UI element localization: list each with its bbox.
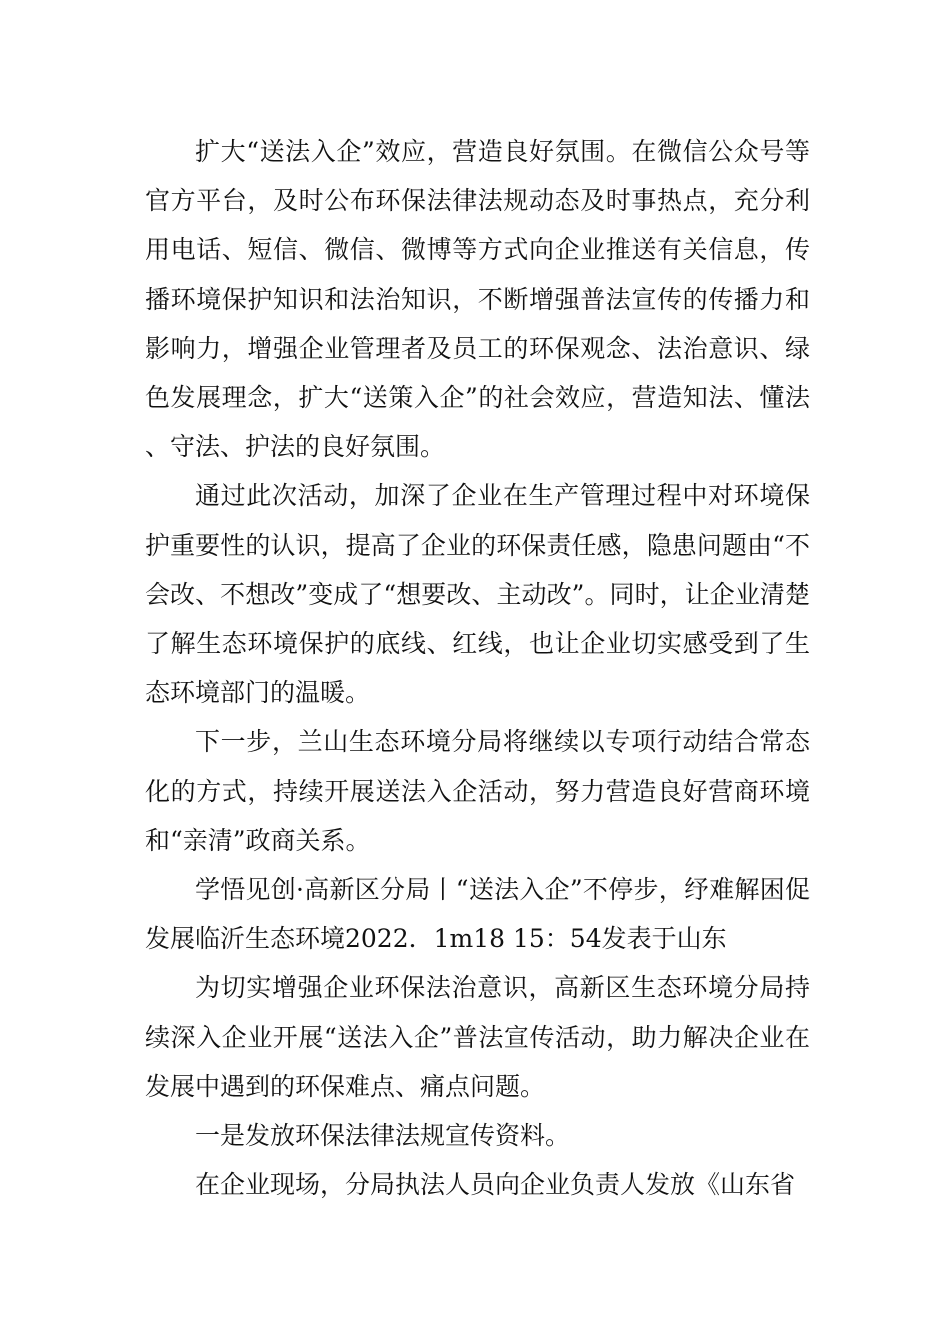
paragraph-next-step: 下一步，兰山生态环境分局将继续以专项行动结合常态化的方式，持续开展送法入企活动，努力营造良好营商环境和“亲清”政商关系。 [145, 727, 810, 855]
paragraph-promotion: 扩大“送法入企”效应，营造良好氛围。在微信公众号等官方平台，及时公布环保法律法规动态及时事热点，充分利用电话、短信、微信、微博等方式向企业推送有关信息，传播环境保护知识和法治知识，不断增强普法宣传的传播力和影响力，增强企业管理者及员工的环保观念、法治意识、绿色发展理念，扩大“送策入企”的社会效应，营造知法、懂法、守法、护法的良好氛围。 [145, 137, 810, 462]
paragraph-activity-result: 通过此次活动，加深了企业在生产管理过程中对环境保护重要性的认识，提高了企业的环保责任感，隐患问题由“不会改、不想改”变成了“想要改、主动改”。同时，让企业清楚了解生态环境保护的底线、红线，也让企业切实感受到了生态环境部门的温暖。 [145, 481, 810, 708]
paragraph-intro: 为切实增强企业环保法治意识，高新区生态环境分局持续深入企业开展“送法入企”普法宣传活动，助力解决企业在发展中遇到的环保难点、痛点问题。 [145, 973, 810, 1101]
paragraph-on-site: 在企业现场，分局执法人员向企业负责人发放《山东省 [195, 1170, 796, 1200]
paragraph-point-one: 一是发放环保法律法规宣传资料。 [195, 1121, 571, 1151]
paragraph-article-heading: 学悟见创·高新区分局丨“送法入企”不停步，纾难解困促发展临沂生态环境2022．1m18 15：54发表于山东 [145, 875, 810, 954]
document-body [145, 127, 810, 1209]
